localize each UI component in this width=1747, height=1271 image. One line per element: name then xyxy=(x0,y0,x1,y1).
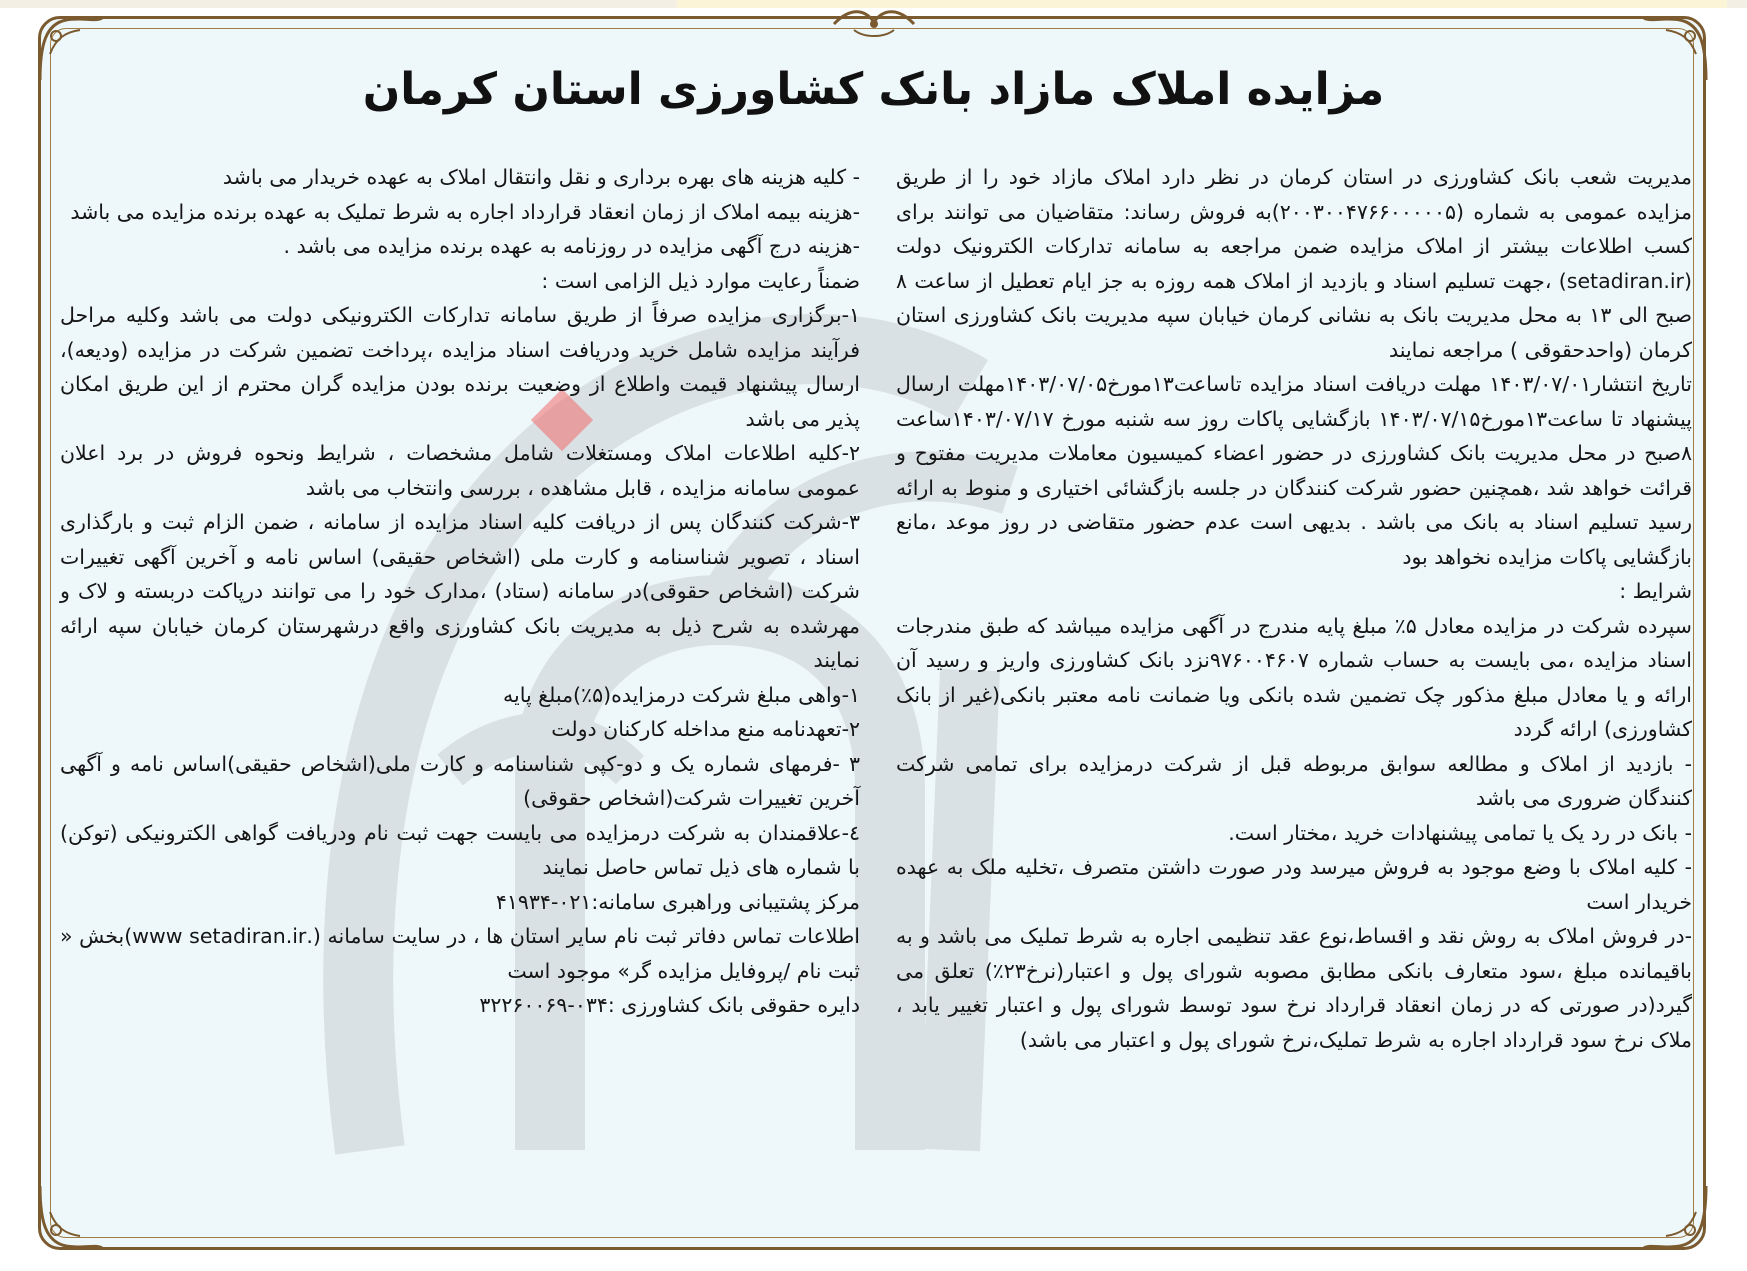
requirements-heading: ضمناً رعایت موارد ذیل الزامی است : xyxy=(541,268,860,293)
corner-ornament-bottom-right-icon xyxy=(1640,1182,1710,1252)
corner-ornament-bottom-left-icon xyxy=(36,1182,106,1252)
requirement-item: ۱-برگزاری مزایده صرفاً از طریق سامانه تدارکات الکترونیکی دولت می باشد وکلیه مراحل فرآیند مزایده شامل خرید ودریافت اسناد مزایده ،پرداخت تضمین شرکت در مزایده (ودیعه)، ارسال پیشنهاد قیمت واطلاع از وضعیت برنده بودن مزایده گران محترم از این طریق امکان پذیر می باشد xyxy=(60,303,860,431)
document-item: ۳ -فرمهای شماره یک و دو-کپی شناسنامه و کارت ملی(اشخاص حقیقی)اساس نامه و آگهی آخرین تغییرات شرکت(اشخاص حقوقی) xyxy=(60,751,860,810)
requirement-item: ۲-کلیه اطلاعات املاک ومستغلات شامل مشخصات ، شرایط ونحوه فروش در برد اعلان عمومی سامانه مزایده ، قابل مشاهده ، بررسی وانتخاب می باشد xyxy=(60,441,860,500)
deposit-paragraph: سپرده شرکت در مزایده معادل ۵٪ مبلغ پایه مندرج در آگهی مزایده میباشد که طبق مندرجات اسناد مزایده ،می بایست به حساب شماره ۹۷۶۰۰۴۶۰۷نزد بانک کشاورزی واریز و رسید آن ارائه و یا معادل مبلغ مذکور چک تضمین شده بانکی ویا ضمانت نامه معتبر بانکی(غیر از بانک کشاورزی) ارائه گردد xyxy=(896,613,1692,741)
legal-contact: دایره حقوقی بانک کشاورزی :۰۳۴-۳۲۲۶۰۰۶۹ xyxy=(479,993,860,1017)
registration-contact: اطلاعات تماس دفاتر ثبت نام سایر استان ها ، در سایت سامانه (.www setadiran.ir)بخش « ثبت نام /پروفایل مزایده گر» موجود است xyxy=(60,924,860,983)
document-item: ۲-تعهدنامه منع مداخله کارکنان دولت xyxy=(551,717,860,741)
condition-item: - بانک در رد یک یا تمامی پیشنهادات خرید ،مختار است. xyxy=(1228,820,1692,845)
condition-item: - کلیه هزینه های بهره برداری و نقل وانتقال املاک به عهده خریدار می باشد xyxy=(222,165,860,189)
top-center-ornament-icon xyxy=(824,4,924,44)
support-contact: مرکز پشتیبانی وراهبری سامانه:۰۲۱-۴۱۹۳۴ xyxy=(495,889,860,914)
left-column xyxy=(60,160,860,1023)
requirement-item: ۳-شرکت کنندگان پس از دریافت کلیه اسناد مزایده از سامانه ، ضمن الزام ثبت و بارگذاری اسناد ، تصویر شناسنامه و کارت ملی (اشخاص حقیقی) اساس نامه و آخرین آگهی تغییرات شرکت (اشخاص حقوقی)در سامانه (ستاد) ،مدارک خود را می توانند درپاکت دربسته و لاک و مهرشده به شرح ذیل به مدیریت بانک کشاورزی واقع درشهرستان کرمان خیابان سپه ارائه نمایند xyxy=(60,510,860,672)
document-item: ۱-واهی مبلغ شرکت درمزایده(۵٪)مبلغ پایه xyxy=(503,682,860,707)
requirement-item: ٤-علاقمندان به شرکت درمزایده می بایست جهت ثبت نام ودریافت گواهی الکترونیکی (توکن) با شماره های ذیل تماس حاصل نمایند xyxy=(60,820,860,879)
condition-item: -هزینه بیمه املاک از زمان انعقاد قرارداد اجاره به شرط تملیک به عهده برنده مزایده می باشد xyxy=(70,199,860,224)
right-column xyxy=(896,160,1692,1057)
condition-item: -هزینه درج آگهی مزایده در روزنامه به عهده برنده مزایده می باشد . xyxy=(283,234,860,258)
page-title: مزایده املاک مازاد بانک کشاورزی استان کرمان xyxy=(362,64,1385,115)
condition-item: - کلیه املاک با وضع موجود به فروش میرسد ودر صورت داشتن متصرف ،تخلیه ملک به عهده خریدار است xyxy=(896,855,1692,914)
intro-paragraph: مدیریت شعب بانک کشاورزی در استان کرمان در نظر دارد املاک مازاد خود را از طریق مزایده عمومی به شماره (۲۰۰۳۰۰۴۷۶۶۰۰۰۰۰۵)به فروش رساند: متقاضیان می توانند برای کسب اطلاعات بیشتر از املاک مزایده ضمن مراجعه به سامانه تدارکات الکترونیک دولت (setadiran.ir) ،جهت تسلیم اسناد و بازدید از املاک همه روزه به جز ایام تعطیل از ساعت ۸ صبح الی ۱۳ به محل مدیریت بانک به نشانی کرمان خیابان سپه مدیریت بانک کشاورزی استان کرمان (واحدحقوقی ) مراجعه نمایند xyxy=(896,165,1692,362)
conditions-heading: شرایط : xyxy=(1619,579,1692,603)
schedule-paragraph: تاریخ انتشار۱۴۰۳/۰۷/۰۱ مهلت دریافت اسناد مزایده تاساعت۱۳مورخ۱۴۰۳/۰۷/۰۵مهلت ارسال پیشنهاد تا ساعت۱۳مورخ۱۴۰۳/۰۷/۱۵ بازگشایی پاکات روز سه شنبه مورخ ۱۴۰۳/۰۷/۱۷ساعت ۸صبح در محل مدیریت بانک کشاورزی در حضور اعضاء کمیسیون معاملات مدیریت مفتوح و قرائت خواهد شد ،همچنین حضور شرکت کنندگان در جلسه بازگشائی اختیاری و منوط به ارائه رسید تسلیم اسناد به بانک می باشد . بدیهی است عدم حضور متقاضی در روز موعد ،مانع بازگشایی پاکات مزایده نخواهد بود xyxy=(896,372,1693,569)
condition-item: - بازدید از املاک و مطالعه سوابق مربوطه قبل از شرکت درمزایده برای تمامی شرکت کنندگان ضروری می باشد xyxy=(896,751,1692,810)
condition-item: -در فروش املاک به روش نقد و اقساط،نوع عقد تنظیمی اجاره به شرط تملیک می باشد و به باقیمانده مبلغ ،سود متعارف بانکی مطابق مصوبه شورای پول و اعتبار(نرخ۲۳٪) تعلق می گیرد(در صورتی که در زمان انعقاد قرارداد نرخ سود توسط شورای پول و اعتبار تغییر یابد ، ملاک نرخ سود قرارداد اجاره به شرط تملیک،نرخ شورای پول و اعتبار می باشد) xyxy=(896,924,1692,1052)
